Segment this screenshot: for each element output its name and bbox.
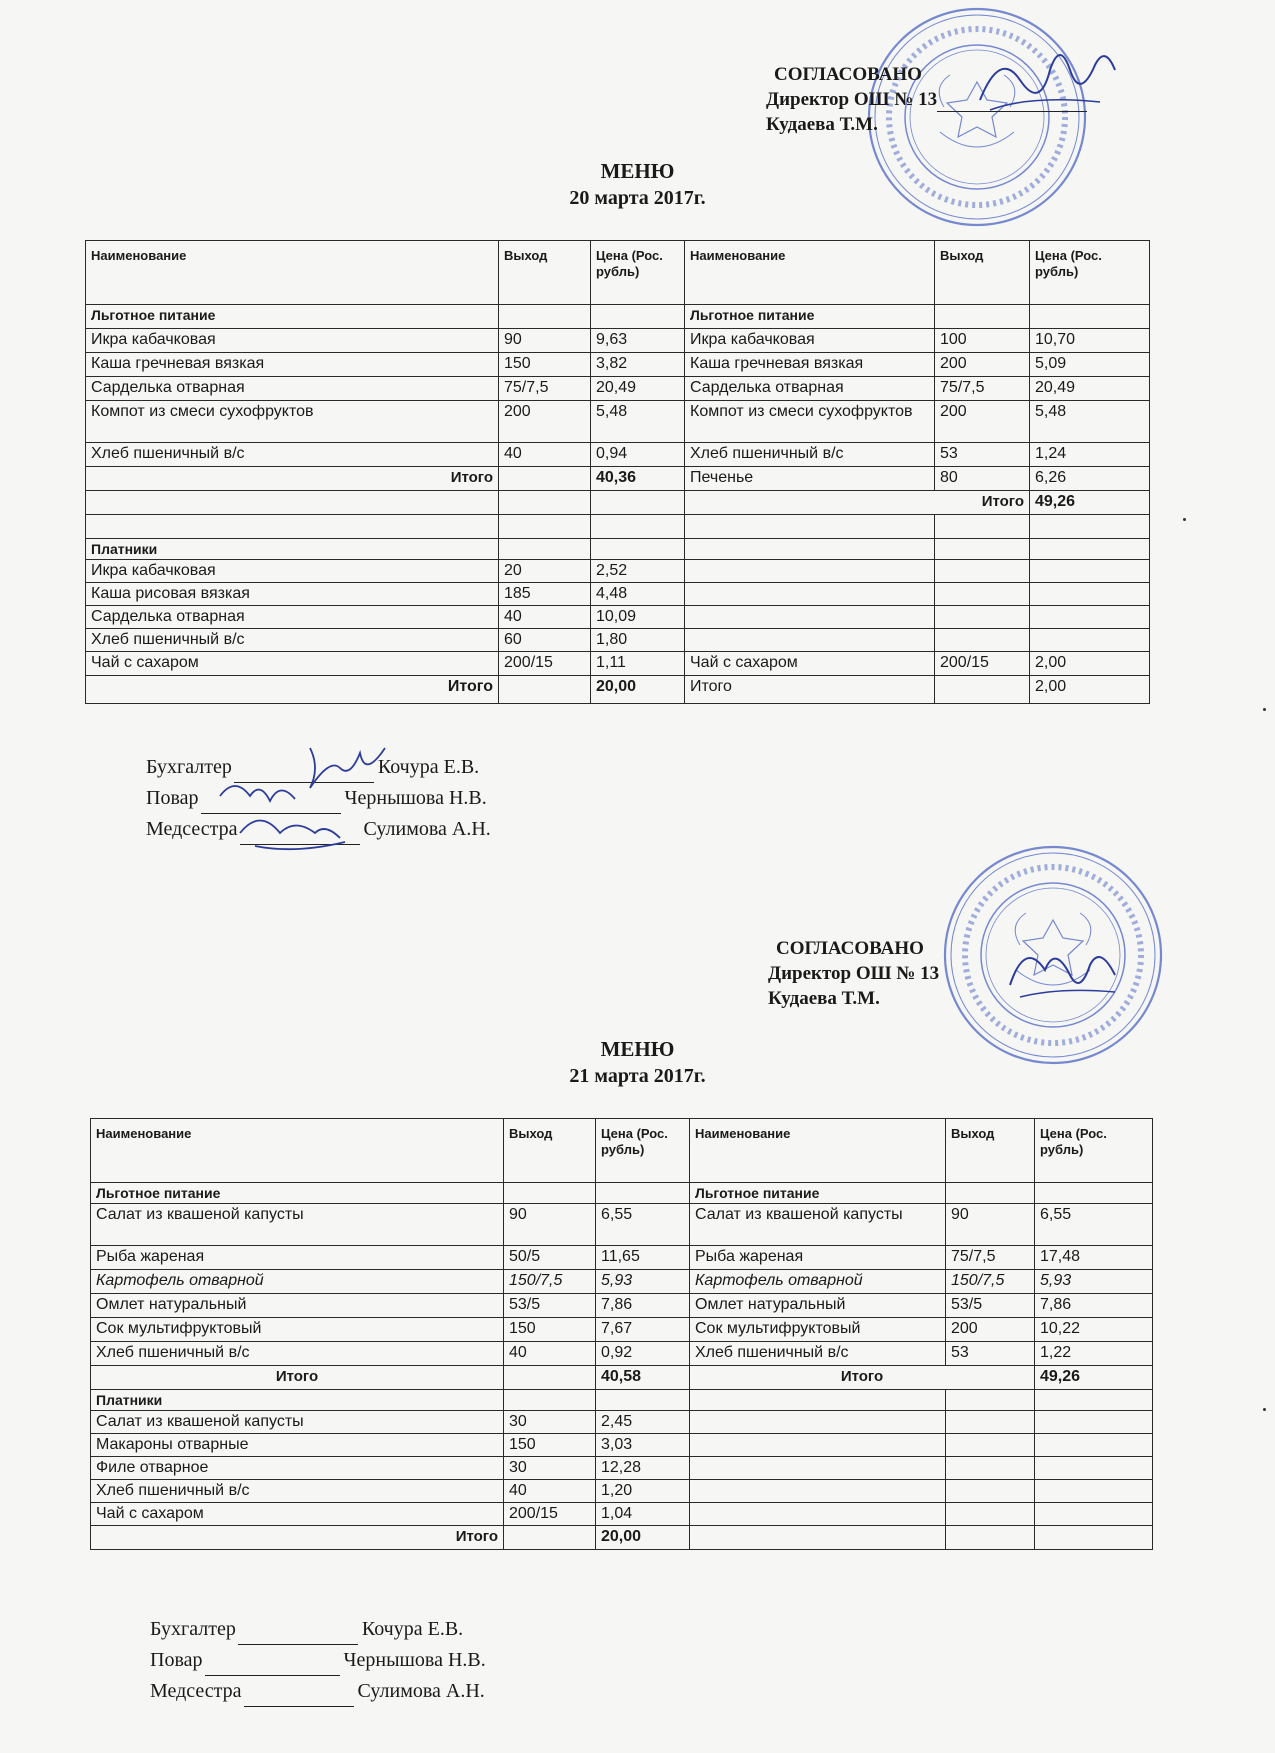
table-header-row — [91, 1119, 1153, 1183]
empty-cell — [1035, 1480, 1153, 1503]
item-name: Компот из смеси сухофруктов — [86, 401, 499, 443]
item-name: Каша гречневая вязкая — [685, 353, 935, 377]
total-row — [91, 1366, 1153, 1390]
empty-cell — [1035, 1411, 1153, 1434]
signature-line — [244, 1686, 354, 1707]
item-output: 150 — [499, 353, 591, 377]
item-output: 30 — [504, 1457, 596, 1480]
signature-line — [205, 1655, 340, 1676]
item-output: 53 — [935, 443, 1030, 467]
table-header-row — [86, 241, 1150, 305]
item-output: 200/15 — [935, 652, 1030, 676]
menu-date: 21 марта 2017г. — [569, 1065, 706, 1087]
item-name: Омлет натуральный — [690, 1294, 946, 1318]
total-row — [91, 1526, 1153, 1550]
item-price: 7,67 — [596, 1318, 690, 1342]
table-row — [91, 1342, 1153, 1366]
table-row — [86, 560, 1150, 583]
menu-title: МЕНЮ — [600, 159, 675, 183]
item-output: 53 — [946, 1342, 1035, 1366]
item-price: 10,09 — [591, 606, 685, 629]
item-price: 1,20 — [596, 1480, 690, 1503]
item-name: Компот из смеси сухофруктов — [685, 401, 935, 443]
total-value: 40,36 — [591, 467, 685, 491]
item-output: 200 — [935, 353, 1030, 377]
item-price: 7,86 — [596, 1294, 690, 1318]
header-name: Наименование — [91, 1119, 504, 1183]
header-price: Цена (Рос. рубль) — [1030, 241, 1150, 305]
item-output: 30 — [504, 1411, 596, 1434]
header-output: Выход — [499, 241, 591, 305]
empty-cell — [946, 1434, 1035, 1457]
item-price: 5,48 — [1030, 401, 1150, 443]
table-row — [86, 401, 1150, 443]
empty-cell — [935, 629, 1030, 652]
director-name: Кудаева Т.М. — [766, 114, 878, 135]
item-output: 20 — [499, 560, 591, 583]
empty-cell — [685, 606, 935, 629]
menu-title-day2 — [0, 1036, 1275, 1090]
item-output: 200 — [499, 401, 591, 443]
approval-block-day2 — [768, 936, 939, 1011]
item-name: Сок мультифруктовый — [91, 1318, 504, 1342]
empty-cell — [690, 1457, 946, 1480]
header-name: Наименование — [685, 241, 935, 305]
item-name: Хлеб пшеничный в/с — [91, 1480, 504, 1503]
table-row — [86, 443, 1150, 467]
item-price: 20,49 — [591, 377, 685, 401]
signature-row: Медсестра Сулимова А.Н. — [150, 1676, 486, 1707]
signature-row: Бухгалтер Кочура Е.В. — [146, 752, 491, 783]
section-row — [91, 1183, 1153, 1204]
item-price: 3,82 — [591, 353, 685, 377]
item-output: 150/7,5 — [946, 1270, 1035, 1294]
signature-row: Бухгалтер Кочура Е.В. — [150, 1614, 486, 1645]
item-price: 12,28 — [596, 1457, 690, 1480]
table-row — [91, 1204, 1153, 1246]
table-row — [91, 1294, 1153, 1318]
item-name: Хлеб пшеничный в/с — [690, 1342, 946, 1366]
table-row — [91, 1270, 1153, 1294]
item-price: 1,24 — [1030, 443, 1150, 467]
empty-cell — [1030, 606, 1150, 629]
item-price: 1,80 — [591, 629, 685, 652]
approval-label: СОГЛАСОВАНО — [774, 64, 922, 85]
table-row — [86, 629, 1150, 652]
item-output: 75/7,5 — [499, 377, 591, 401]
item-price: 9,63 — [591, 329, 685, 353]
item-name: Картофель отварной — [690, 1270, 946, 1294]
item-name: Чай с сахаром — [91, 1503, 504, 1526]
empty-cell — [1035, 1434, 1153, 1457]
item-output: 40 — [499, 443, 591, 467]
item-output: 200 — [946, 1318, 1035, 1342]
item-price: 3,03 — [596, 1434, 690, 1457]
item-name: Икра кабачковая — [86, 329, 499, 353]
table-row — [91, 1434, 1153, 1457]
signature-row: Медсестра Сулимова А.Н. — [146, 814, 491, 845]
item-output: 53/5 — [504, 1294, 596, 1318]
section-row — [91, 1390, 1153, 1411]
item-output: 200 — [935, 401, 1030, 443]
table-row — [86, 377, 1150, 401]
section-label: Льготное питание — [690, 1183, 946, 1204]
menu-table-day2 — [90, 1118, 1153, 1550]
empty-cell — [946, 1480, 1035, 1503]
empty-cell — [946, 1411, 1035, 1434]
empty-cell — [690, 1411, 946, 1434]
total-value: 40,58 — [596, 1366, 690, 1390]
item-output: 150 — [504, 1318, 596, 1342]
signature-line — [201, 793, 341, 814]
item-name: Чай с сахаром — [685, 652, 935, 676]
table-row — [91, 1318, 1153, 1342]
table-row — [91, 1480, 1153, 1503]
item-price: 1,04 — [596, 1503, 690, 1526]
empty-cell — [935, 560, 1030, 583]
header-output: Выход — [504, 1119, 596, 1183]
item-output: 150 — [504, 1434, 596, 1457]
item-price: 2,00 — [1030, 652, 1150, 676]
item-name: Омлет натуральный — [91, 1294, 504, 1318]
section-row — [86, 305, 1150, 329]
section-label: Льготное питание — [685, 305, 935, 329]
total-label: Итого — [91, 1366, 504, 1390]
item-output: 90 — [504, 1204, 596, 1246]
speck — [1183, 518, 1186, 521]
total-value: 20,00 — [596, 1526, 690, 1550]
total-label: Итого — [690, 1366, 1035, 1390]
item-price: 17,48 — [1035, 1246, 1153, 1270]
item-price: 5,93 — [1035, 1270, 1153, 1294]
empty-cell — [1035, 1503, 1153, 1526]
menu-title: МЕНЮ — [600, 1037, 675, 1061]
total-label: Итого — [685, 676, 935, 704]
header-price: Цена (Рос. рубль) — [596, 1119, 690, 1183]
total-row — [86, 676, 1150, 704]
item-output: 150/7,5 — [504, 1270, 596, 1294]
item-price: 0,94 — [591, 443, 685, 467]
total-value: 2,00 — [1030, 676, 1150, 704]
item-output: 200/15 — [504, 1503, 596, 1526]
item-name: Сарделька отварная — [86, 377, 499, 401]
director-signature-line — [937, 93, 1087, 112]
section-label: Льготное питание — [86, 305, 499, 329]
item-price: 5,93 — [596, 1270, 690, 1294]
item-name: Сарделька отварная — [685, 377, 935, 401]
item-name: Сарделька отварная — [86, 606, 499, 629]
menu-date: 20 марта 2017г. — [569, 187, 706, 209]
item-price: 5,09 — [1030, 353, 1150, 377]
item-name: Сок мультифруктовый — [690, 1318, 946, 1342]
empty-cell — [946, 1457, 1035, 1480]
item-output: 90 — [946, 1204, 1035, 1246]
item-output: 75/7,5 — [935, 377, 1030, 401]
empty-cell — [1030, 629, 1150, 652]
item-name: Каша гречневая вязкая — [86, 353, 499, 377]
empty-cell — [690, 1503, 946, 1526]
empty-cell — [685, 629, 935, 652]
item-name: Икра кабачковая — [685, 329, 935, 353]
section-row — [86, 539, 1150, 560]
total-label: Итого — [91, 1526, 504, 1550]
table-row — [91, 1457, 1153, 1480]
item-price: 6,55 — [1035, 1204, 1153, 1246]
item-price: 6,26 — [1030, 467, 1150, 491]
director-title: Директор ОШ № 13 — [768, 963, 940, 984]
total-label: Итого — [685, 491, 1030, 515]
item-name: Салат из квашеной капусты — [91, 1204, 504, 1246]
total-value: 49,26 — [1030, 491, 1150, 515]
item-price: 4,48 — [591, 583, 685, 606]
signature-line — [240, 824, 360, 845]
director-title: Директор ОШ № 13 — [766, 89, 938, 110]
header-output: Выход — [935, 241, 1030, 305]
empty-cell — [1030, 583, 1150, 606]
speck — [1263, 1408, 1266, 1411]
item-price: 2,45 — [596, 1411, 690, 1434]
item-name: Рыба жареная — [690, 1246, 946, 1270]
empty-cell — [685, 560, 935, 583]
empty-cell — [685, 583, 935, 606]
item-output: 40 — [504, 1342, 596, 1366]
item-output: 53/5 — [946, 1294, 1035, 1318]
signatures-day1 — [146, 752, 491, 845]
item-name: Салат из квашеной капусты — [690, 1204, 946, 1246]
item-name: Хлеб пшеничный в/с — [86, 443, 499, 467]
item-output: 90 — [499, 329, 591, 353]
empty-cell — [1035, 1457, 1153, 1480]
item-name: Печенье — [685, 467, 935, 491]
item-name: Хлеб пшеничный в/с — [91, 1342, 504, 1366]
signature-row: Повар Чернышова Н.В. — [150, 1645, 486, 1676]
item-name: Макароны отварные — [91, 1434, 504, 1457]
section-label: Платники — [91, 1390, 504, 1411]
approval-label: СОГЛАСОВАНО — [776, 938, 924, 959]
item-price: 1,11 — [591, 652, 685, 676]
table-row — [91, 1503, 1153, 1526]
item-output: 40 — [499, 606, 591, 629]
item-price: 11,65 — [596, 1246, 690, 1270]
approval-block-day1 — [766, 62, 1087, 137]
table-row — [86, 583, 1150, 606]
table-row — [91, 1246, 1153, 1270]
item-price: 0,92 — [596, 1342, 690, 1366]
item-name: Салат из квашеной капусты — [91, 1411, 504, 1434]
header-name: Наименование — [86, 241, 499, 305]
item-output: 80 — [935, 467, 1030, 491]
empty-cell — [1030, 560, 1150, 583]
table-row — [86, 329, 1150, 353]
total-value: 49,26 — [1035, 1366, 1153, 1390]
menu-title-day1 — [0, 158, 1275, 212]
item-name: Картофель отварной — [91, 1270, 504, 1294]
item-output: 40 — [504, 1480, 596, 1503]
total-row — [86, 467, 1150, 491]
director-signature-2 — [1000, 925, 1130, 1015]
table-row — [86, 353, 1150, 377]
empty-cell — [690, 1480, 946, 1503]
header-output: Выход — [946, 1119, 1035, 1183]
item-output: 50/5 — [504, 1246, 596, 1270]
item-output: 185 — [499, 583, 591, 606]
item-output: 60 — [499, 629, 591, 652]
empty-cell — [935, 583, 1030, 606]
signature-line — [238, 1624, 358, 1645]
empty-cell — [935, 606, 1030, 629]
item-name: Каша рисовая вязкая — [86, 583, 499, 606]
item-output: 200/15 — [499, 652, 591, 676]
header-price: Цена (Рос. рубль) — [591, 241, 685, 305]
table-row — [86, 606, 1150, 629]
table-row — [91, 1411, 1153, 1434]
item-name: Икра кабачковая — [86, 560, 499, 583]
item-price: 10,22 — [1035, 1318, 1153, 1342]
total-label: Итого — [86, 467, 499, 491]
signatures-day2 — [150, 1614, 486, 1707]
item-output: 75/7,5 — [946, 1246, 1035, 1270]
item-price: 5,48 — [591, 401, 685, 443]
item-price: 7,86 — [1035, 1294, 1153, 1318]
item-name: Чай с сахаром — [86, 652, 499, 676]
total-row — [86, 491, 1150, 515]
item-name: Хлеб пшеничный в/с — [86, 629, 499, 652]
menu-table-day1 — [85, 240, 1150, 704]
header-price: Цена (Рос. рубль) — [1035, 1119, 1153, 1183]
table-row — [86, 652, 1150, 676]
empty-cell — [946, 1503, 1035, 1526]
speck — [1263, 708, 1266, 711]
signature-row: Повар Чернышова Н.В. — [146, 783, 491, 814]
item-price: 6,55 — [596, 1204, 690, 1246]
item-name: Хлеб пшеничный в/с — [685, 443, 935, 467]
section-label: Платники — [86, 539, 499, 560]
empty-cell — [690, 1434, 946, 1457]
item-price: 10,70 — [1030, 329, 1150, 353]
item-price: 2,52 — [591, 560, 685, 583]
item-name: Рыба жареная — [91, 1246, 504, 1270]
item-price: 20,49 — [1030, 377, 1150, 401]
signature-line — [234, 762, 374, 783]
item-name: Филе отварное — [91, 1457, 504, 1480]
header-name: Наименование — [690, 1119, 946, 1183]
total-value: 20,00 — [591, 676, 685, 704]
director-name: Кудаева Т.М. — [768, 988, 880, 1009]
item-price: 1,22 — [1035, 1342, 1153, 1366]
item-output: 100 — [935, 329, 1030, 353]
section-label: Льготное питание — [91, 1183, 504, 1204]
total-label: Итого — [86, 676, 499, 704]
